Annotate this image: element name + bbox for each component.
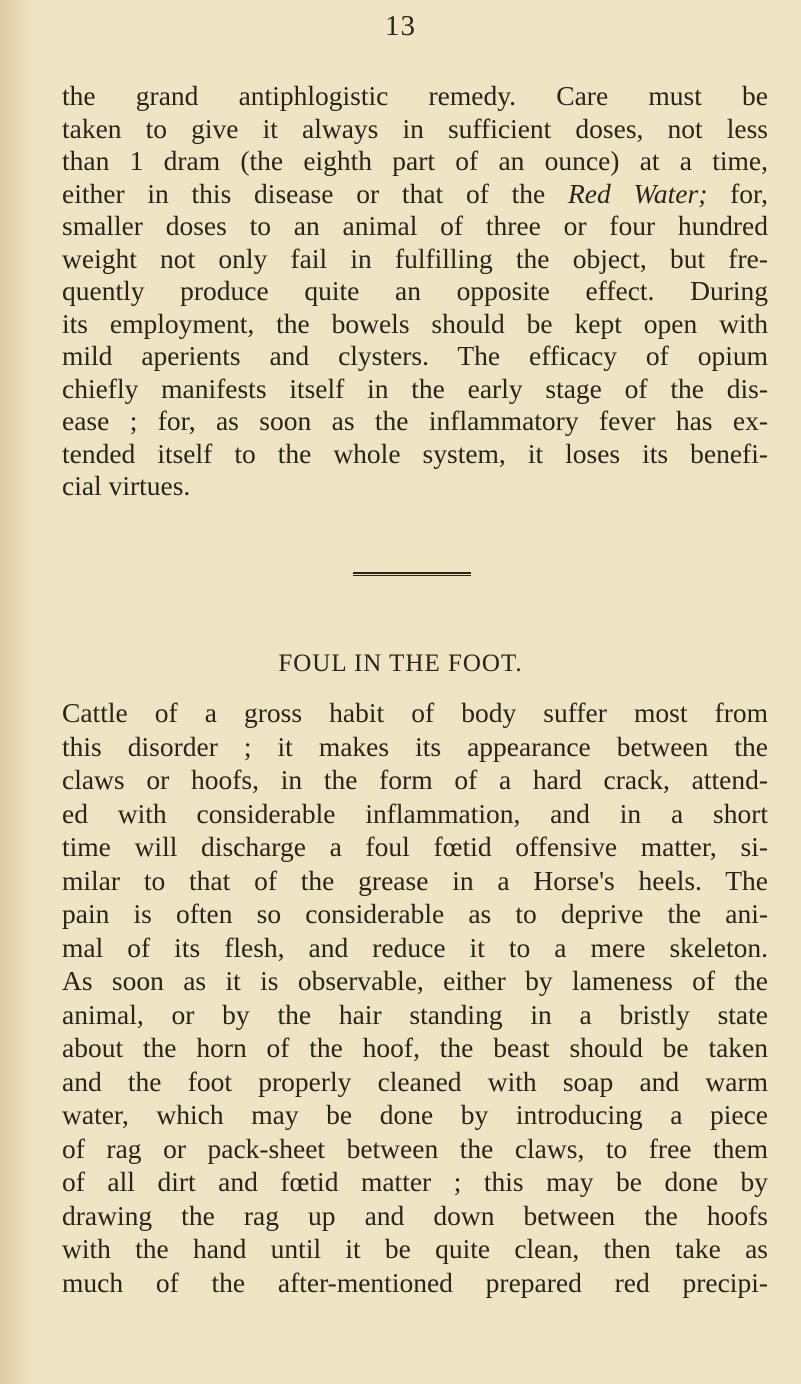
- text-line: and the foot properly cleaned with soap and warm: [62, 1065, 768, 1097]
- text-line: cial virtues.: [62, 470, 191, 501]
- text-line: animal, or by the hair standing in a bristly state: [62, 998, 768, 1030]
- text-line: smaller doses to an animal of three or four hundred: [62, 210, 768, 241]
- text-line: of all dirt and fœtid matter ; this may be done by: [62, 1166, 768, 1197]
- text-fragment: for,: [707, 177, 768, 209]
- text-line: tended itself to the whole system, it loses its benefi-: [62, 437, 768, 469]
- text-line: [62, 178, 768, 211]
- section-heading: FOUL IN THE FOOT.: [278, 650, 523, 677]
- text-line: mild aperients and clysters. The efficacy of opium: [62, 340, 768, 371]
- text-line: weight not only fail in fulfilling the object, but fre-: [62, 242, 768, 274]
- text-line: of rag or pack-sheet between the claws, to free them: [62, 1132, 768, 1164]
- section-paragraph: [62, 696, 768, 1299]
- intro-paragraph: [62, 80, 768, 503]
- text-line: with the hand until it be quite clean, then take as: [62, 1233, 768, 1264]
- text-line: water, which may be done by introducing a piece: [62, 1099, 768, 1130]
- text-line: mal of its flesh, and reduce it to a mere skeleton.: [62, 931, 768, 963]
- text-line: Cattle of a gross habit of body suffer most from: [62, 697, 768, 728]
- text-line: drawing the rag up and down between the hoofs: [62, 1199, 768, 1231]
- text-line: much of the after-mentioned prepared red precipi-: [62, 1266, 768, 1298]
- text-line: chiefly manifests itself in the early stage of the dis-: [62, 372, 768, 404]
- text-line: its employment, the bowels should be kept open with: [62, 307, 768, 339]
- italic-term: Red Water;: [568, 177, 708, 209]
- text-line: than 1 dram (the eighth part of an ounce) at a time,: [62, 145, 768, 176]
- text-line: ease ; for, as soon as the inflammatory fever has ex-: [62, 405, 768, 436]
- text-line: taken to give it always in sufficient doses, not less: [62, 112, 768, 144]
- text-line: milar to that of the grease in a Horse's heels. The: [62, 864, 768, 896]
- text-line: time will discharge a foul fœtid offensive matter, si-: [62, 831, 768, 862]
- page-number: 13: [385, 10, 416, 42]
- text-line: this disorder ; it makes its appearance between the: [62, 730, 768, 762]
- section-divider: [353, 572, 471, 576]
- text-line: the grand antiphlogistic remedy. Care must be: [62, 80, 768, 111]
- text-line: As soon as it is observable, either by lameness of the: [62, 965, 768, 996]
- text-line: quently produce quite an opposite effect. During: [62, 275, 768, 306]
- text-fragment: either in this disease or that of the: [62, 177, 568, 209]
- text-line: claws or hoofs, in the form of a hard crack, attend-: [62, 764, 768, 795]
- text-line: ed with considerable inflammation, and in a short: [62, 797, 768, 829]
- text-line: about the horn of the hoof, the beast should be taken: [62, 1032, 768, 1063]
- text-line: pain is often so considerable as to deprive the ani-: [62, 898, 768, 929]
